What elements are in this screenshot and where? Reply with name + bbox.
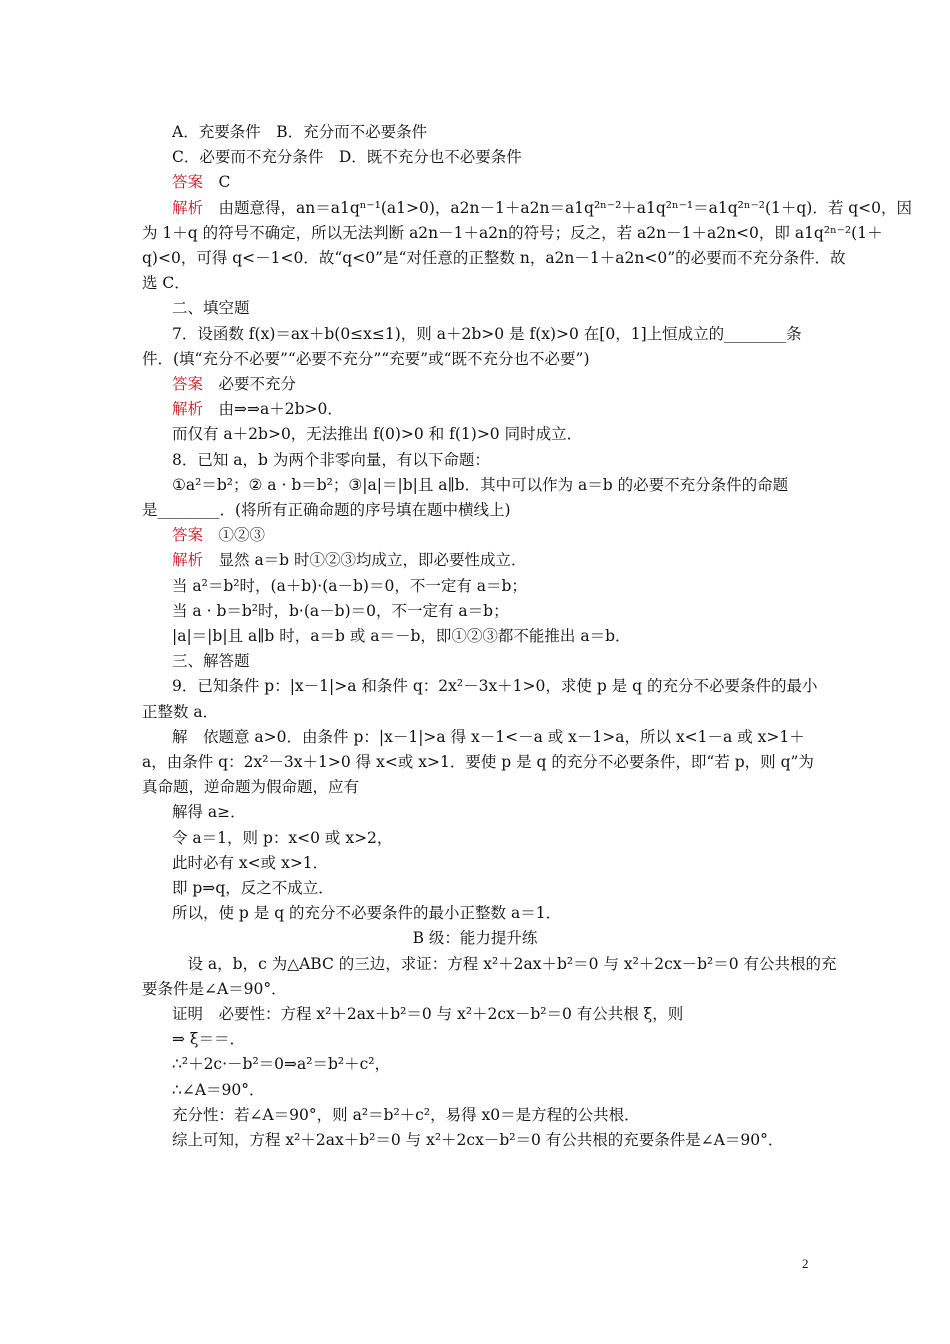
text-line-q6-answer <box>172 170 230 194</box>
text-line-mc-cd <box>172 145 522 169</box>
label-q7-analysis-1: 解析 <box>172 400 204 419</box>
line-text: 证明 必要性：方程 x²＋2ax＋b²＝0 与 x²＋2cx－b²＝0 有公共根 ξ，则 <box>172 1005 684 1023</box>
line-text: 综上可知，方程 x²＋2ax＋b²＝0 与 x²＋2cx－b²＝0 有公共根的充要条件是∠A＝90°． <box>172 1131 784 1149</box>
line-text: C <box>203 173 231 192</box>
line-text: 当 a · b＝b²时，b·(a－b)＝0，不一定有 a＝b； <box>172 601 509 620</box>
text-line-section-3 <box>172 649 250 673</box>
line-text: 令 a＝1，则 p：x<0 或 x>2， <box>172 828 393 847</box>
text-line-q6-analysis-1 <box>172 196 912 220</box>
text-line-q7-analysis-1 <box>172 397 343 421</box>
text-line-q8-3 <box>142 498 511 522</box>
text-line-q9-sol-3 <box>142 775 359 799</box>
line-text: 必要不充分 <box>203 375 297 393</box>
text-line-b-proof-2 <box>172 1027 245 1051</box>
text-line-q8-1 <box>172 448 490 472</box>
line-text: 要条件是∠A＝90°． <box>142 979 287 998</box>
line-text: 所以，使 p 是 q 的充分不必要条件的最小正整数 a＝1． <box>172 904 562 923</box>
line-text: 选 C． <box>142 274 190 293</box>
line-text: |a|＝|b|且 a∥b 时，a＝b 或 a＝－b，即①②③都不能推出 a＝b． <box>172 627 631 645</box>
text-line-b-proof-1 <box>172 1002 683 1026</box>
line-text: ∴²＋2c·－b²＝0⇒a²＝b²＋c²， <box>172 1055 391 1074</box>
line-text: 由⇒⇒a＋2b>0． <box>203 400 343 419</box>
label-q6-answer: 答案 <box>172 173 204 192</box>
line-text: 由题意得，an＝a1qⁿ⁻¹(a1>0)，a2n－1＋a2n＝a1q²ⁿ⁻²＋a1q²ⁿ⁻¹＝a1q²ⁿ⁻²(1＋q)．若 q<0，因 <box>203 198 913 217</box>
text-line-q8-analysis-4 <box>172 624 631 648</box>
text-line-q7-analysis-2 <box>172 422 582 446</box>
line-text: 正整数 a． <box>142 702 219 721</box>
line-text: 真命题，逆命题为假命题，应有 <box>142 778 360 797</box>
text-line-q9-sol-1 <box>172 725 805 749</box>
text-line-q9-1 <box>172 674 817 698</box>
text-line-level-b <box>0 926 950 950</box>
text-line-section-2 <box>172 296 250 320</box>
line-text: A．充要条件 B．充分而不必要条件 <box>172 123 428 141</box>
text-line-q7-answer <box>172 372 296 396</box>
line-text: ∴∠A＝90°． <box>172 1080 265 1099</box>
page-number: 2 <box>802 1256 809 1271</box>
line-text: ①②③ <box>203 526 266 545</box>
text-line-q9-sol-2 <box>142 750 814 774</box>
label-q7-answer: 答案 <box>172 375 204 393</box>
text-line-q9-2 <box>142 700 218 724</box>
line-text: a，由条件 q：2x²－3x＋1>0 得 x<或 x>1．要使 p 是 q 的充分不必要条件，即“若 p，则 q”为 <box>142 753 814 771</box>
line-text: 8．已知 a，b 为两个非零向量，有以下命题： <box>172 450 490 469</box>
label-q6-analysis-1: 解析 <box>172 198 204 217</box>
text-line-q8-analysis-2 <box>172 574 527 598</box>
line-text: 是________．(将所有正确命题的序号填在题中横线上) <box>142 501 511 519</box>
line-text: ①a²＝b²；② a · b＝b²；③|a|＝|b|且 a∥b．其中可以作为 a＝b 的必要不充分条件的命题 <box>172 475 789 494</box>
text-line-b-proof-5 <box>172 1103 640 1127</box>
text-line-q6-analysis-2 <box>142 221 883 245</box>
line-text: 显然 a＝b 时①②③均成立，即必要性成立． <box>203 551 527 570</box>
text-line-q8-analysis-3 <box>172 599 509 623</box>
line-text: 三、解答题 <box>172 652 250 671</box>
text-line-q9-sol-6 <box>172 851 328 875</box>
line-text: 7．设函数 f(x)＝ax＋b(0≤x≤1)，则 a＋2b>0 是 f(x)>0 在[0，1]上恒成立的________条 <box>172 324 802 343</box>
label-q8-analysis-1: 解析 <box>172 551 204 570</box>
label-q8-answer: 答案 <box>172 526 204 545</box>
line-text: 二、填空题 <box>172 299 250 318</box>
text-line-q9-sol-4 <box>172 800 246 824</box>
line-text: C．必要而不充分条件 D．既不充分也不必要条件 <box>172 148 522 167</box>
line-text: 当 a²＝b²时，(a＋b)·(a－b)＝0，不一定有 a＝b； <box>172 576 527 595</box>
text-line-q7-2 <box>142 347 590 371</box>
text-line-q9-sol-8 <box>172 901 561 925</box>
line-text: 此时必有 x<或 x>1． <box>172 853 329 872</box>
text-line-q8-analysis-1 <box>172 548 527 572</box>
line-text: 9．已知条件 p：|x－1|>a 和条件 q：2x²－3x＋1>0，求使 p 是 q 的充分不必要条件的最小 <box>172 677 818 696</box>
line-text: 充分性：若∠A＝90°，则 a²＝b²＋c²，易得 x0＝是方程的公共根． <box>172 1105 640 1124</box>
text-line-q6-analysis-3 <box>142 246 846 270</box>
text-line-b-proof-4 <box>172 1078 265 1102</box>
text-line-b-1 <box>172 952 837 976</box>
text-line-q9-sol-7 <box>172 876 334 900</box>
text-line-q6-analysis-4 <box>142 271 190 295</box>
text-line-q9-sol-5 <box>172 826 392 850</box>
line-text: q)<0，可得 q<－1<0．故“q<0”是“对任意的正整数 n，a2n－1＋a2n<0”的必要而不充分条件．故 <box>142 249 846 267</box>
text-line-mc-ab <box>172 120 427 144</box>
text-line-b-proof-6 <box>172 1128 783 1152</box>
line-text: 件．(填“充分不必要”“必要不充分”“充要”或“既不充分也不必要”) <box>142 349 590 368</box>
text-line-b-proof-3 <box>172 1052 390 1076</box>
line-text: ⇒ ξ＝＝． <box>172 1030 245 1049</box>
line-text: 设 a，b，c 为△ABC 的三边，求证：方程 x²＋2ax＋b²＝0 与 x²＋2cx－b²＝0 有公共根的充 <box>172 954 837 973</box>
line-text: 而仅有 a＋2b>0，无法推出 f(0)>0 和 f(1)>0 同时成立． <box>172 425 583 444</box>
text-line-b-2 <box>142 977 287 1001</box>
text-line-q7-1 <box>172 322 802 346</box>
line-text: 即 p⇒q，反之不成立． <box>172 879 334 897</box>
line-text: 为 1＋q 的符号不确定，所以无法判断 a2n－1＋a2n的符号；反之，若 a2n－1＋a2n<0，即 a1q²ⁿ⁻²(1＋ <box>142 223 883 242</box>
line-text: 解 依题意 a>0．由条件 p：|x－1|>a 得 x－1<－a 或 x－1>a，所以 x<1－a 或 x>1＋ <box>172 727 805 746</box>
line-text: 解得 a≥． <box>172 803 246 822</box>
text-line-q8-2 <box>172 473 788 497</box>
line-text: B 级：能力提升练 <box>412 929 538 948</box>
text-line-q8-answer <box>172 523 265 547</box>
